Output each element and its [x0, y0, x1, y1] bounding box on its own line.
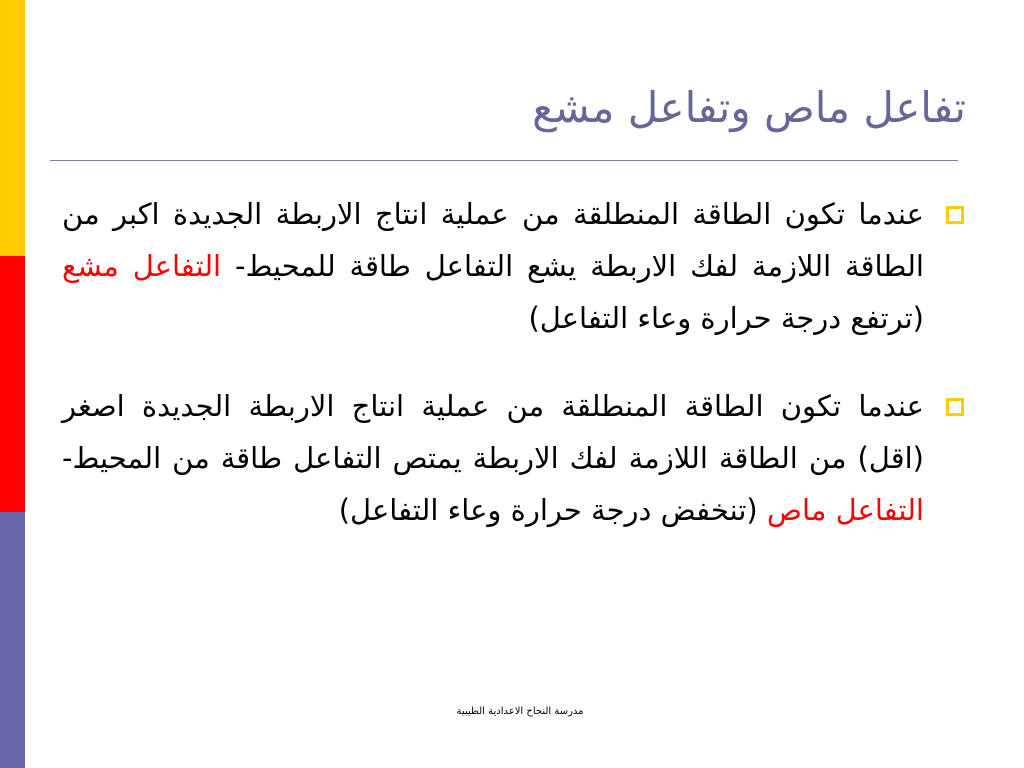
bullet-highlight: التفاعل ماص	[766, 493, 924, 527]
left-stripe-blue	[0, 512, 25, 768]
square-bullet-icon	[946, 206, 964, 224]
bullet-text-after: (تنخفض درجة حرارة وعاء التفاعل)	[338, 493, 767, 527]
bullet-highlight: التفاعل مشع	[62, 249, 222, 283]
title-divider	[50, 160, 958, 161]
left-stripe-yellow	[0, 0, 25, 256]
slide-content	[62, 188, 964, 536]
square-bullet-icon	[946, 398, 964, 416]
slide-title: تفاعل ماص وتفاعل مشع	[532, 83, 966, 132]
bullet-text-before: عندما تكون الطاقة المنطلقة من عملية انتاج الاربطة الجديدة اكبر من الطاقة اللازمة لفك الاربطة يشع التفاعل طاقة للمحيط-	[62, 197, 924, 283]
slide-footer: مدرسة النجاح الاعدادية الطيبية	[456, 706, 584, 717]
bullet-text-before: عندما تكون الطاقة المنطلقة من عملية انتاج الاربطة الجديدة اصغر (اقل) من الطاقة اللازمة لفك الاربطة يمتص التفاعل طاقة من المحيط-	[62, 389, 924, 475]
bullet-item-endothermic	[62, 380, 964, 536]
bullet-text-after: (ترتفع درجة حرارة وعاء التفاعل)	[528, 301, 924, 335]
bullet-item-exothermic	[62, 188, 964, 344]
left-stripe-red	[0, 256, 25, 512]
